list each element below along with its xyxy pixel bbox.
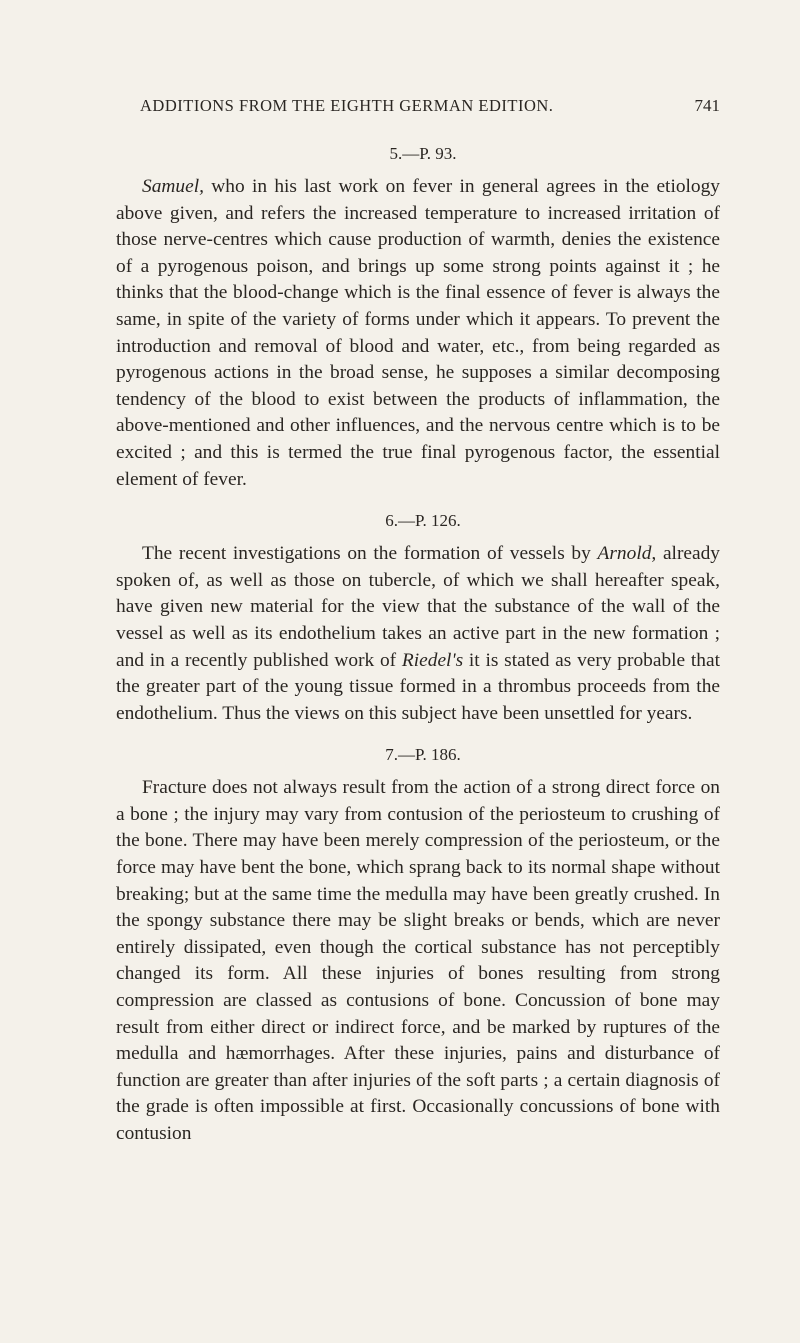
section-heading: 7.—P. 186. (385, 745, 461, 765)
paragraph (116, 174, 720, 493)
section-7 (116, 743, 720, 1147)
section-heading: 6.—P. 126. (385, 511, 461, 531)
section-5 (116, 142, 720, 493)
running-title: ADDITIONS FROM THE EIGHTH GERMAN EDITION. (140, 96, 554, 115)
section-heading: 5.—P. 93. (389, 144, 457, 163)
body-text (116, 142, 720, 1148)
paragraph (116, 775, 720, 1147)
page-number: 741 (694, 96, 720, 115)
author-name: Samuel, (142, 176, 204, 197)
paragraph (116, 541, 720, 727)
running-head (140, 96, 720, 120)
section-6 (116, 509, 720, 727)
author-name: Riedel's (401, 649, 464, 671)
paragraph-text: Fracture does not always result from the action of a strong direct force on a bone ; the injury may vary from contusion of the periosteum to crushing of the bone. There may have been merely compression of the periosteum, or the force may have bent the bone, which sprang back to its normal shape without breaking; but at the same time the medulla may have been greatly crushed. In the spongy substance there may be slight breaks or bends, which are never entirely dissipated, even though the cortical substance has not perceptibly changed its form. All these injuries of bones resulting from strong compression are classed as contusions of bone. Concussion of bone may result from either direct or indirect force, and be marked by ruptures of the medulla and hæmorrhages. After these injuries, pains and disturbance of function are greater than after injuries of the soft parts ; a certain diagnosis of the grade is often impossible at first. Occasionally concussions of bone with contusion (116, 777, 720, 1144)
author-name: Arnold, (597, 543, 657, 565)
paragraph-text: who in his last work on fever in general agrees in the etiology above given, and refers the increased temperature to increased irritation of those nerve-centres which cause production of warmth, denies the existence of a pyrogenous poison, and brings up some strong points against it ; he thinks that the blood-change which is the final essence of fever is always the same, in spite of the variety of forms under which it appears. To prevent the introduction and removal of blood and water, etc., from being regarded as pyrogenous actions in the broad sense, he supposes a similar decomposing tendency of the blood to exist between the products of inflammation, the above-mentioned and other influences, and the nervous centre which is to be excited ; and this is termed the true final pyrogenous factor, the essential element of fever. (116, 176, 720, 490)
paragraph-text: it is stated as very probable that the greater part of the young tissue formed in a thrombus proceeds from the endothelium. Thus the views on this subject have been unsettled for years. (116, 649, 720, 724)
paragraph-text: already spoken of, as well as those on tubercle, of which we shall hereafter speak, have given new material for the view that the substance of the wall of the vessel as well as its endothelium takes an active part in the new formation ; and in a recently published work of (116, 543, 721, 671)
paragraph-text: The recent investigations on the formation of vessels by (142, 543, 598, 565)
